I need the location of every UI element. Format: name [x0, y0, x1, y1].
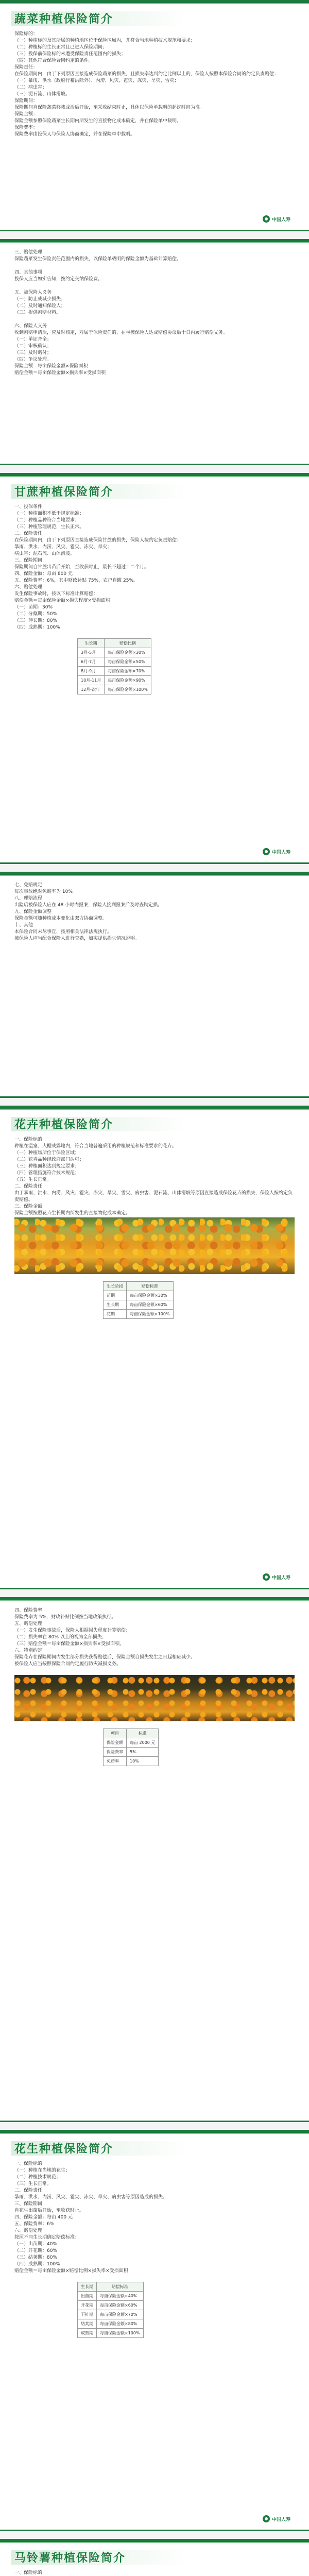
logo-text: 中国人寿 — [272, 2517, 291, 2522]
compensation-table — [77, 638, 151, 694]
slide-bottom-bar — [0, 2530, 309, 2531]
table-cell: 10% — [127, 1757, 159, 1766]
table-row — [78, 2319, 144, 2329]
company-logo — [263, 214, 296, 224]
slide-separator — [0, 865, 309, 872]
slide-top-rule — [0, 476, 309, 477]
table-cell: 免赔率 — [104, 1757, 127, 1766]
slide-5 — [0, 1106, 309, 1590]
compensation-table — [77, 2282, 144, 2338]
slide-top-rule — [0, 242, 309, 243]
slide-title: 马铃薯种植保险简介 — [14, 2552, 126, 2565]
logo-text: 中国人寿 — [272, 850, 291, 855]
slide-top-rule — [0, 3, 309, 4]
table-row — [78, 2292, 144, 2301]
table-cell: 每亩 2000 元 — [127, 1738, 159, 1748]
table-cell: 每亩保险金额×100% — [97, 2329, 144, 2338]
slide-body-text: 一、保险标的 — [14, 2570, 43, 2575]
table-row — [78, 2329, 144, 2338]
slide-body-text: 三、赔偿处理 保险蔬菜发生保险责任范围内的损失，以保险单载明的保险金额为基础计算赔偿。 四、其他事项 投保人应当如实告知，按约定交纳保险费。 五、被保险人义务 （一）防止或减少损失； （二）及时通知保险人； （三）提供索赔材料。 六、保险人义务 收到索赔申请后，应及时核定，对属于保险责任的，在与被保险人达成赔偿协议后十日内履行赔偿义务。 （一）单证齐全； （二）审核确认； （三）及时赔付； （四）争议处理。 保险金额＝每亩保险金额×保险面积 赔偿金额＝每亩保险金额×损失率×受损面积 — [14, 250, 228, 376]
logo-mark-icon — [263, 2515, 270, 2522]
slide-bottom-bar — [0, 1588, 309, 1589]
flower-field-photo — [14, 1217, 295, 1274]
slide-title: 花生种植保险简介 — [14, 2143, 114, 2156]
table-row — [104, 1748, 159, 1757]
table-header-row — [78, 639, 151, 648]
table-cell: 10月-11月 — [78, 676, 105, 685]
table-row — [104, 1310, 174, 1319]
slide-bottom-bar — [0, 230, 309, 231]
slide-body-text: 七、免赔规定 每次事故绝对免赔率为 10%。 八、理赔流程 出险后被保险人应在 48 小时内报案，保险人接到报案后及时查勘定损。 九、保险金额调整 保险金额可随种植成本变化由双方协商调整。 十、其他 本保险合同未尽事宜，按照相关法律法规执行。 被保险人应当配合保险人进行查勘，如实提供损失情况说明。 — [14, 883, 163, 941]
table-cell: 保险费率 — [104, 1748, 127, 1757]
slide-body-text: 保险标的： （一）种植标的及其所属的种植地区位于保险区域内，并符合当地种植技术规范和要求； （二）种植标的生长正常且已进入保险期间； （三）投保前保险标的未遭受保险责任范围内的损失； （四）其他符合保险合同约定的条件。 保险责任： 在保险期间内，由于下列原因直接造成保险蔬菜的损失，且损失率达到约定比例以上的，保险人按照本保险合同的约定负责赔偿： （一）暴雨、洪水（政府行蓄洪除外）、内涝、风灾、雹灾、冻灾、旱灾、雪灾； （二）病虫害； （三）泥石流、山体滑坡。 保险期间： 保险期间自保险蔬菜移栽成活后开始，至采收结束时止，具体以保险单载明的起讫时间为准。 保险金额： 保险金额参照保险蔬菜生长期内所发生的直接物化成本确定，并在保险单中载明。 保险费率： 保险费率由投保人与保险人协商确定，并在保险单中载明。 — [14, 31, 279, 137]
flower-field-photo — [14, 1675, 295, 1721]
slide-bottom-bar — [0, 1096, 309, 1098]
company-logo — [263, 1572, 296, 1582]
slide-6 — [0, 1597, 309, 2123]
slide-3 — [0, 473, 309, 865]
table-row — [78, 648, 151, 657]
table-cell: 每亩保险金额×30% — [105, 648, 151, 657]
company-logo — [263, 2514, 296, 2523]
table-row — [104, 1300, 174, 1310]
table-header-cell: 标准 — [127, 1729, 159, 1738]
table-header-cell: 赔偿标准 — [127, 1282, 174, 1291]
logo-mark-icon — [263, 1573, 270, 1581]
table-cell: 每亩保险金额×100% — [105, 685, 151, 694]
table-row — [78, 2310, 144, 2319]
logo-text: 中国人寿 — [272, 1575, 291, 1581]
table-cell: 每亩保险金额×70% — [105, 667, 151, 676]
slide-separator — [0, 466, 309, 473]
slide-separator — [0, 2532, 309, 2539]
slide-top-rule — [0, 2542, 309, 2543]
slide-bottom-bar — [0, 2121, 309, 2122]
table-cell: 下针期 — [78, 2310, 97, 2319]
slide-title: 蔬菜种植保险简介 — [14, 13, 114, 26]
compensation-table — [103, 1728, 159, 1766]
slide-separator — [0, 2123, 309, 2130]
slide-bottom-bar — [0, 862, 309, 864]
table-row — [104, 1757, 159, 1766]
table-row — [104, 1291, 174, 1300]
table-cell: 5% — [127, 1748, 159, 1757]
table-header-cell: 项目 — [104, 1729, 127, 1738]
table-cell: 每亩保险金额×60% — [127, 1300, 174, 1310]
slide-title: 甘蔗种植保险简介 — [14, 486, 114, 499]
slide-8 — [0, 2539, 309, 2576]
table-cell: 成熟期 — [78, 2329, 97, 2338]
logo-mark-icon — [263, 215, 270, 223]
slide-bottom-bar — [0, 464, 309, 465]
table-cell: 结荚期 — [78, 2319, 97, 2329]
slide-separator — [0, 232, 309, 239]
table-cell: 每亩保险金额×40% — [97, 2292, 144, 2301]
table-header-row — [78, 2282, 144, 2292]
table-header-cell: 生长阶段 — [104, 1282, 127, 1291]
table-cell: 每亩保险金额×60% — [97, 2301, 144, 2310]
slide-body-text: 一、保险标的 种植在温室、大棚或露地内，符合当地普遍采用的种植规范和标准要求的花卉。 （一）种植场所位于保险区域； （二）花卉品种经政府部门认可； （三）种植面积达到规定要求； （四）管理措施符合技术规范； （五）生长正常。 二、保险责任 由于暴雨、洪水、内涝、风灾、雹灾、冻灾、旱灾、雪灾、病虫害、泥石流、山体滑坡等原因直接造成保险花卉的损失，保险人按约定负责赔偿。 三、保险金额 保险金额按照花卉生长期内所发生的直接物化成本确定。 — [14, 1137, 293, 1216]
table-header-row — [104, 1282, 174, 1291]
slide-top-rule — [0, 1109, 309, 1110]
table-row — [78, 685, 151, 694]
table-cell: 每亩保险金额×80% — [97, 2319, 144, 2329]
table-cell: 出苗期 — [78, 2292, 97, 2301]
slide-title: 花卉种植保险简介 — [14, 1118, 114, 1131]
table-cell: 花期 — [104, 1310, 127, 1319]
compensation-table — [103, 1281, 174, 1319]
table-header-cell: 赔偿标准 — [97, 2282, 144, 2292]
company-logo — [263, 847, 296, 856]
table-cell: 8月-9月 — [78, 667, 105, 676]
table-header-cell: 赔偿比例 — [105, 639, 151, 648]
table-row — [78, 667, 151, 676]
slide-top-rule — [0, 1600, 309, 1601]
slide-top-rule — [0, 875, 309, 876]
slide-separator — [0, 1098, 309, 1106]
slide-body-text: 四、保险费率 保险费率为 5%，财政补贴比例按当地政策执行。 五、赔偿处理 （一）发生保险事故后，保险人根据损失程度计算赔偿； （二）损失率在 80% 以上的视为全部损失； （三）赔偿金额＝每亩保险金额×损失率×受损面积。 六、特别约定 保险花卉在保险期间内发生部分损失获得赔偿后，保险金额自损失发生之日起相应减少。 被保险人应当按照保险合同约定履行防灾减损义务。 — [14, 1608, 196, 1667]
slide-2 — [0, 239, 309, 466]
table-row — [104, 1738, 159, 1748]
table-cell: 6月-7月 — [78, 657, 105, 667]
slide-body-text: 一、保险标的 （一）种植在当地的花生； （二）种植技术规范； （三）生长正常。 二、保险责任 暴雨、洪水、内涝、风灾、雹灾、冻灾、旱灾、病虫害等原因造成的损失。 三、保险期间 自花生出苗后开始，至收获时止。 四、保险金额：每亩 400 元 五、保险费率：6% 六、赔偿处理 按照不同生长期确定赔偿标准： （一）出苗期：40% （二）开花期：60% （三）结荚期：80% （四）成熟期：100% 赔偿金额＝每亩保险金额×赔偿比例×损失率×受损面积 — [14, 2161, 168, 2274]
table-cell: 每亩保险金额×70% — [97, 2310, 144, 2319]
table-cell: 每亩保险金额×50% — [105, 657, 151, 667]
table-cell: 每亩保险金额×90% — [105, 676, 151, 685]
slide-separator — [0, 1590, 309, 1597]
table-cell: 苗期 — [104, 1291, 127, 1300]
table-cell: 保险金额 — [104, 1738, 127, 1748]
table-row — [78, 2301, 144, 2310]
table-cell: 3月-5月 — [78, 648, 105, 657]
table-cell: 每亩保险金额×30% — [127, 1291, 174, 1300]
slide-4 — [0, 872, 309, 1098]
table-cell: 12月-次年 — [78, 685, 105, 694]
table-cell: 每亩保险金额×100% — [127, 1310, 174, 1319]
table-header-cell: 生长期 — [78, 2282, 97, 2292]
slide-7 — [0, 2130, 309, 2532]
table-header-row — [104, 1729, 159, 1738]
table-row — [78, 676, 151, 685]
slide-1 — [0, 0, 309, 232]
table-header-cell: 生长期 — [78, 639, 105, 648]
table-cell: 开花期 — [78, 2301, 97, 2310]
logo-mark-icon — [263, 848, 270, 855]
slide-top-rule — [0, 2133, 309, 2134]
slide-body-text: 一、投保条件 （一）种植面积不低于规定标准； （二）种植品种符合当地要求； （三）种植管理规范，生长正常。 二、保险责任 在保险期间内，由于下列原因直接造成保险甘蔗的损失，保险人按约定负责赔偿： 暴雨、洪水、内涝、风灾、雹灾、冻灾、旱灾； 病虫害；泥石流、山体滑坡。 三、保险期间 保险期间自甘蔗出苗后开始，至收获时止，最长不超过十二个月。 四、保险金额：每亩 800 元 五、保险费率：6%，其中财政补贴 75%，农户自缴 25%。 六、赔偿处理 发生保险事故时，按以下标准计算赔偿： 赔偿金额＝每亩保险金额×损失程度×受损面积 （一）苗期：30% （二）分蘖期：50% （三）伸长期：80% （四）成熟期：100% — [14, 504, 182, 630]
logo-text: 中国人寿 — [272, 217, 291, 223]
table-cell: 生长期 — [104, 1300, 127, 1310]
table-row — [78, 657, 151, 667]
